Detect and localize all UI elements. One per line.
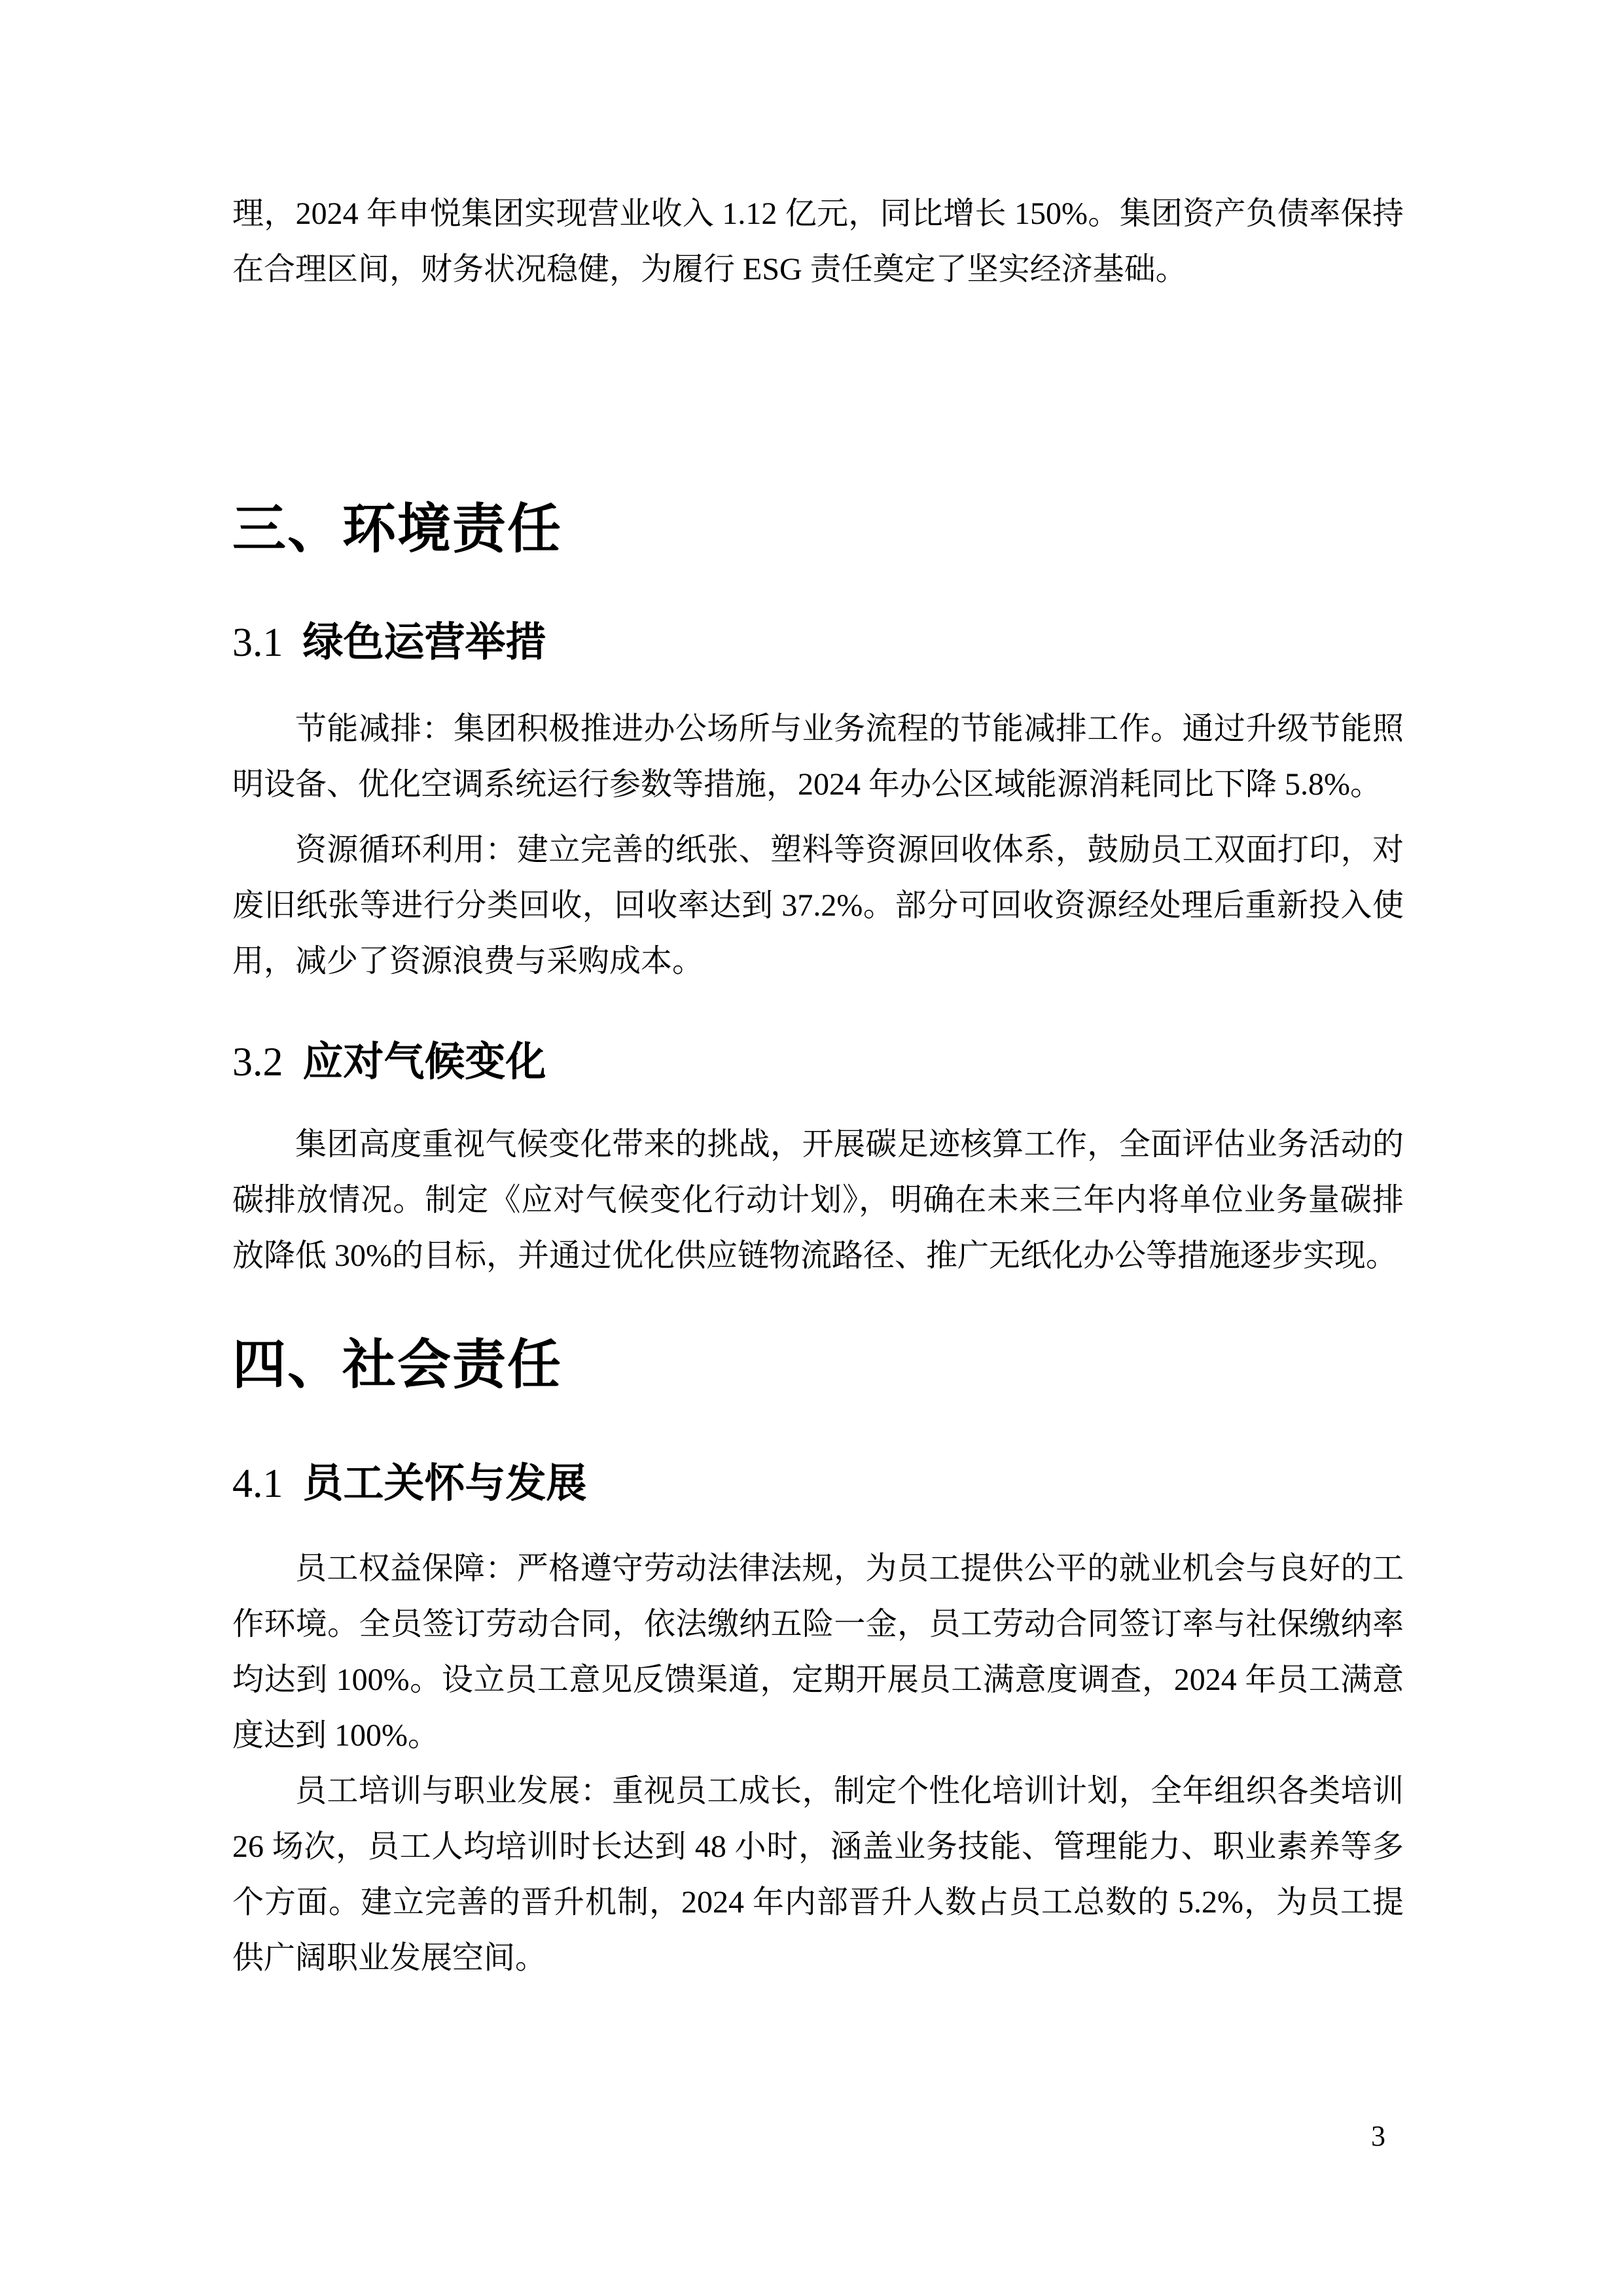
subsection-heading-climate-change (232, 1038, 1404, 1086)
paragraph-employee-rights: 员工权益保障：严格遵守劳动法律法规，为员工提供公平的就业机会与良好的工作环境。全员签订劳动合同，依法缴纳五险一金，员工劳动合同签订率与社保缴纳率均达到 100%。设立员工意见反馈渠道，定期开展员工满意度调查，2024 年员工满意度达到 100%。 (232, 1551, 1404, 1753)
subsection-title: 绿色运营举措 (302, 620, 546, 665)
page-content (232, 0, 1404, 1986)
subsection-title: 应对气候变化 (302, 1039, 546, 1085)
subsection-heading-green-operations (232, 619, 1404, 667)
paragraph-energy-saving: 节能减排：集团积极推进办公场所与业务流程的节能减排工作。通过升级节能照明设备、优化空调系统运行参数等措施，2024 年办公区域能源消耗同比下降 5.8%。 (232, 711, 1404, 802)
section-heading-social: 四、社会责任 (232, 1335, 563, 1395)
paragraph-employee-training: 员工培训与职业发展：重视员工成长，制定个性化培训计划，全年组织各类培训 26 场次，员工人均培训时长达到 48 小时，涵盖业务技能、管理能力、职业素养等多个方面。建立完善的晋升机制，2024 年内部晋升人数占员工总数的 5.2%，为员工提供广阔职业发展空间。 (232, 1774, 1404, 1975)
page-number: 3 (1371, 2120, 1385, 2152)
subsection-number: 3.2 (232, 1040, 283, 1085)
subsection-number: 4.1 (232, 1462, 283, 1506)
subsection-title: 员工关怀与发展 (302, 1461, 587, 1506)
paragraph-financial-continuation: 理，2024 年申悦集团实现营业收入 1.12 亿元，同比增长 150%。集团资产负债率保持在合理区间，财务状况稳健，为履行 ESG 责任奠定了坚实经济基础。 (232, 196, 1404, 287)
section-heading-environment: 三、环境责任 (232, 499, 563, 559)
subsection-number: 3.1 (232, 620, 283, 665)
paragraph-resource-recycling: 资源循环利用：建立完善的纸张、塑料等资源回收体系，鼓励员工双面打印，对废旧纸张等进行分类回收，回收率达到 37.2%。部分可回收资源经处理后重新投入使用，减少了资源浪费与采购成本。 (232, 833, 1404, 978)
paragraph-climate-action: 集团高度重视气候变化带来的挑战，开展碳足迹核算工作，全面评估业务活动的碳排放情况。制定《应对气候变化行动计划》，明确在未来三年内将单位业务量碳排放降低 30%的目标，并通过优化供应链物流路径、推广无纸化办公等措施逐步实现。 (232, 1127, 1404, 1273)
subsection-heading-employee-care (232, 1460, 1404, 1508)
